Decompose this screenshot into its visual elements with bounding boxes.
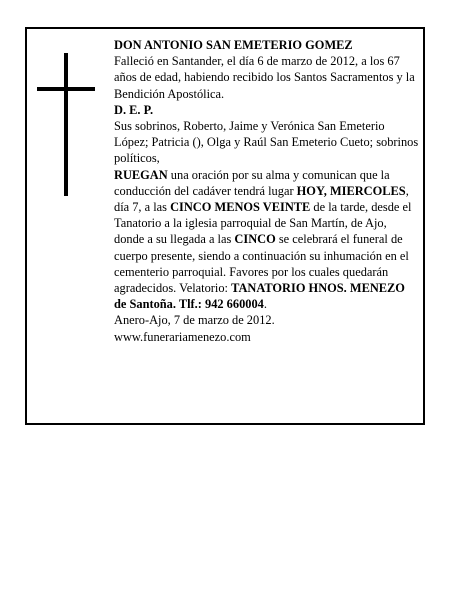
- ruegan-text: RUEGAN: [114, 167, 168, 182]
- cross-vertical-bar: [64, 53, 68, 196]
- deceased-name: DON ANTONIO SAN EMETERIO GOMEZ: [114, 38, 353, 52]
- arrival-time-text: CINCO: [234, 232, 276, 247]
- family-list: Sus sobrinos, Roberto, Jaime y Verónica San Emeterio López; Patricia (), Olga y Raúl San Emeterio Cueto; sobrinos políticos,: [114, 119, 419, 166]
- website: www.funerariamenezo.com: [114, 329, 251, 344]
- notice-text: [114, 37, 420, 345]
- day-text: HOY, MIERCOLES: [296, 183, 406, 198]
- time-text: CINCO MENOS VEINTE: [170, 200, 311, 215]
- death-statement: Falleció en Santander, el día 6 de marzo de 2012, a los 67 años de edad, habiendo recibido los Santos Sacramentos y la Bendición Apostólica.: [114, 54, 415, 101]
- place-date: Anero-Ajo, 7 de marzo de 2012.: [114, 313, 275, 328]
- funeral-details: RUEGAN una oración por su alma y comunican que la conducción del cadáver tendrá lugar HOY, MIERCOLES, día 7, a las CINCO MENOS VEINTE de la tarde, desde el Tanatorio a la iglesia parroquial de San Martín, de Ajo, donde a su llegada a las CINCO se celebrará el funeral de cuerpo presente, siendo a continuación su inhumación en el cementerio parroquial. Favores por los cuales quedarán agradecidos. Velatorio: TANATORIO HNOS. MENEZO de Santoña. Tlf.: 942 660004.: [114, 167, 412, 312]
- dep-line: D. E. P.: [114, 102, 154, 117]
- velatorio-contact: TANATORIO HNOS. MENEZO de Santoña. Tlf.: 942 660004: [114, 281, 405, 312]
- cross-horizontal-bar: [37, 87, 95, 91]
